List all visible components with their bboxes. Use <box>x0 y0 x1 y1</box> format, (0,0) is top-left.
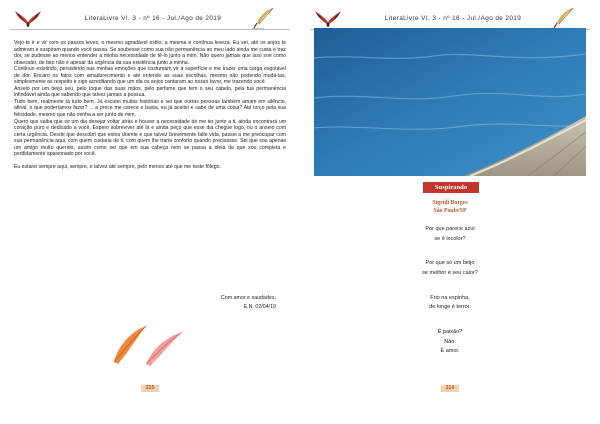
paragraph: Tudo bem, realmente tá tudo bem. Já escutei muitas histórias e sei que outras pessoas também amam em silêncio, afinal, o que poderíamos fazer? ... a prece me carece e basta, eu já aceitei e sabe de uma coisa? Até torço pela sua felicidade, mesmo que não venha a ser junto de mim. <box>14 98 286 119</box>
paragraph: Continuo existindo, persistindo nas minhas emoções que costumam vir à superfície e me trazer uma carga esgotável de dor. Encaro os fatos com amadurecimento e até entendo as suas escolhas, mesmo não podendo mudá-las, simplesmente as respeito e sigo acreditando que um dia os anjos cantaram ao nosso favor, me trazendo você. <box>14 66 286 86</box>
paragraph: Quero que saiba que se um dia desejar voltar atrás e houver a necessidade de me ter junto a ti, ainda encontrará um coração puro e dedicado a você. Espero sobreviver até lá e ainda peço que esse dia chegue logo, ou o anseio com certa urgência. Desde que descobri que estou doente e que talvez brevemente falte vida, passei a me preocupar com sua permanência aqui, com quem cuidaria de ti, com quem lhe traria conforto quando precisasse. Sei que sou apenas um amigo muito querido, assim como sei que em sua cabeça nem se passa a ideia de que sou completa e perdidamente apaixonado por você. <box>14 118 286 158</box>
poem-line: Não. <box>444 338 456 345</box>
letter-text <box>14 40 286 171</box>
phoenix-logo-icon <box>14 8 42 28</box>
signoff <box>160 294 276 311</box>
poem-text <box>390 225 510 357</box>
signoff-line: Com amor e saudades, <box>220 295 276 301</box>
page-number: 315 <box>141 385 159 392</box>
quill-icon <box>550 6 576 30</box>
header-title: LiteraLivre VI. 3 - nº 16 - Jul./Ago de 2019 <box>384 15 522 22</box>
poem-line: se melhor é seu calor? <box>422 270 478 277</box>
pool-photo <box>314 28 586 176</box>
poem-line: se é incolor? <box>434 235 466 242</box>
quill-icon <box>250 6 276 30</box>
poem-line: de longe é terror. <box>429 304 471 311</box>
poem-line: É paixão? <box>437 328 463 335</box>
author-name: Sigridi Borges <box>432 200 468 206</box>
header-divider <box>10 29 290 30</box>
poem-author <box>400 200 500 216</box>
poem-line: Por que só um beijo <box>425 260 475 267</box>
poem-line: Por que parece azul <box>425 226 475 232</box>
signoff-date: E.N. 02/04/19 <box>243 303 276 310</box>
phoenix-logo-icon <box>314 8 342 28</box>
poem-title: Suspirando <box>423 182 479 193</box>
author-location: São Paulo/SP <box>433 207 467 214</box>
page-header <box>0 6 300 32</box>
paragraph: Eu estarei sempre aqui, sempre, e talvez até sempre, pelo menos até que me reste fôlego. <box>14 164 221 171</box>
header-title: LiteraLivre VI. 3 - nº 16 - Jul./Ago de 2019 <box>84 15 222 22</box>
poem-line: É amor. <box>440 348 460 355</box>
paragraph: Anseio por um beijo seu, pelo toque das suas mãos, pelo perfume que tem o seu cabelo, pela tua permanência infindável ainda que sabendo que talvez jamais a possua. <box>14 85 286 99</box>
right-page <box>300 0 600 424</box>
page-number: 316 <box>441 385 459 392</box>
poem-line: Frio na espinha, <box>430 294 470 301</box>
paragraph: Vejo-te ir e vir com os passos leves, o mesmo agradável estilo, a mesma e contínua leveza. Eu sei, até os anjos te admiram e suspiram quando você passa. Se soubesse como sua não permanência ao meu lado ainda me custa e traz dor, se pudesse ao menos entender a minha necessidade de tê-lo junto a mim. Não quero jamais que isso soe como obsessão, de fato não é apesar da urgência da sua existência junto a minha. <box>14 40 286 66</box>
feathers-icon <box>108 322 188 368</box>
